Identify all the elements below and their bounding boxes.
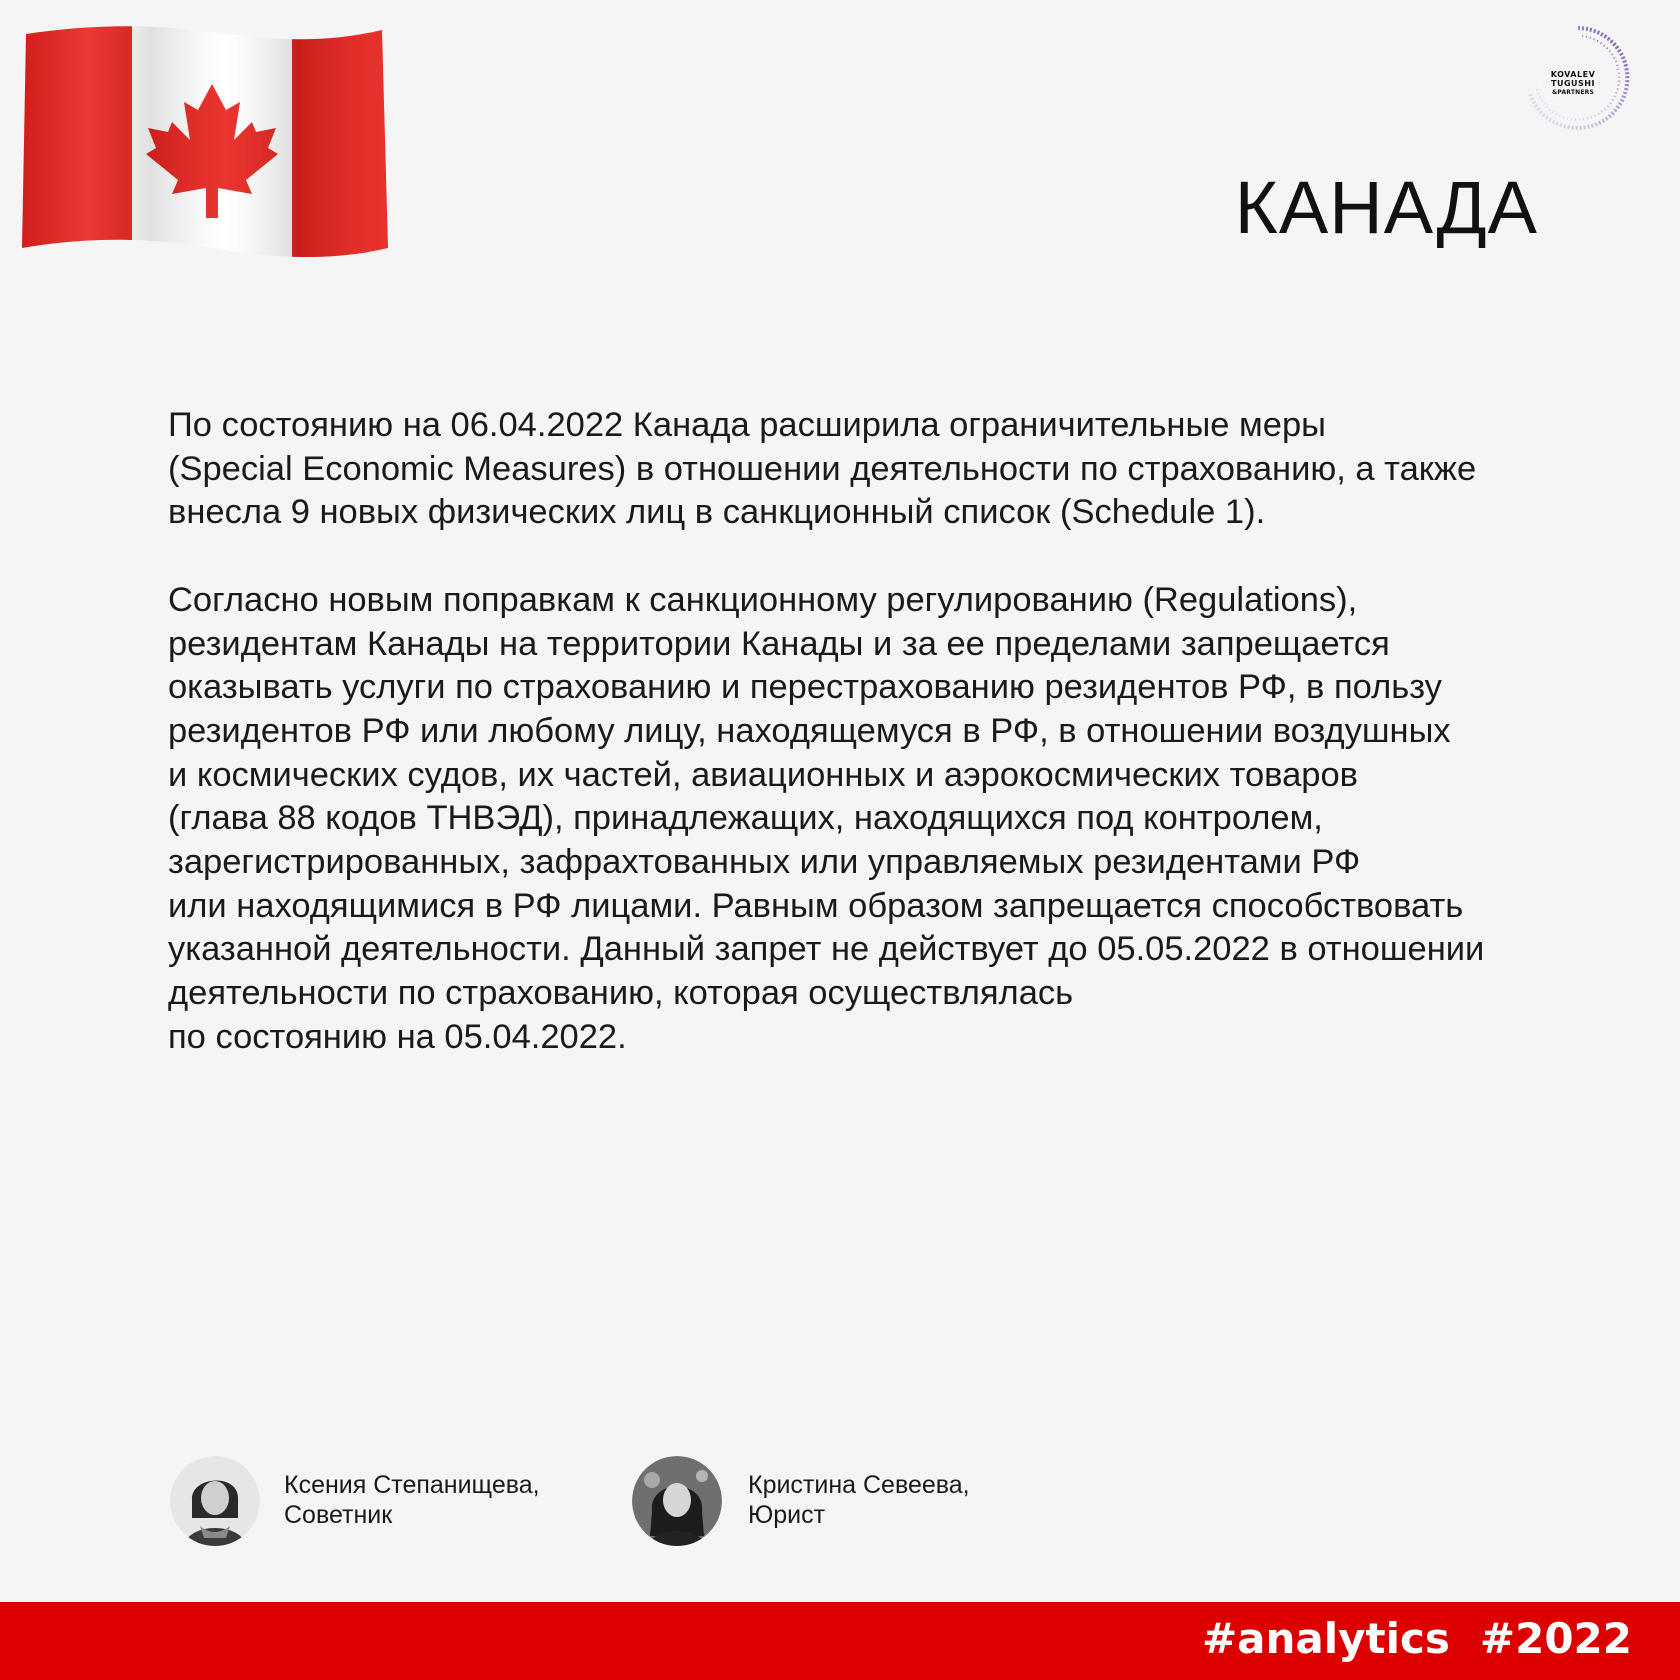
page-title: КАНАДА — [1234, 166, 1538, 249]
hashtag-analytics: #analytics — [1201, 1614, 1450, 1663]
author-avatar — [632, 1456, 722, 1546]
author-info — [748, 1470, 1108, 1530]
author-name: Ксения Степанищева, — [284, 1471, 540, 1499]
author-role: Юрист — [748, 1501, 826, 1529]
hashtag-year: #2022 — [1479, 1614, 1632, 1663]
article-body — [168, 404, 1638, 1060]
canada-flag-image — [22, 22, 390, 262]
company-logo-text: KOVALEV TUGUSHI &PARTNERS — [1550, 70, 1596, 96]
author-role: Советник — [284, 1501, 393, 1529]
author-name: Кристина Севеева, — [748, 1471, 970, 1499]
paragraph-2: Согласно новым поправкам к санкционному регулированию (Regulations), резидентам Канады на территории Канады и за ее пределами запрещается оказывать услуги по страхованию и перестрахованию резидентов РФ, в пользу резидентов РФ или любому лицу, находящемуся в РФ, в отношении воздушных и космических судов, их частей, авиационных и аэрокосмических товаров (глава 88 кодов ТНВЭД), принадлежащих, находящихся под контролем, зарегистрированных, зафрахтованных или управляемых резидентами РФ или находящимися в РФ лицами. Равным образом запрещается способствовать указанной деятельности. Данный запрет не действует до 05.05.2022 в отношении деятельности по страхованию, которая осуществлялась по состоянию на 05.04.2022. — [168, 580, 1485, 1056]
hashtags — [1172, 1614, 1632, 1664]
footer-bar — [0, 1602, 1680, 1680]
author-avatar — [170, 1456, 260, 1546]
paragraph-1: По состоянию на 06.04.2022 Канада расширила ограничительные меры (Special Economic Measures) в отношении деятельности по страхованию, а также внесла 9 новых физических лиц в санкционный список (Schedule 1). — [168, 406, 1477, 532]
author-info — [284, 1470, 644, 1530]
